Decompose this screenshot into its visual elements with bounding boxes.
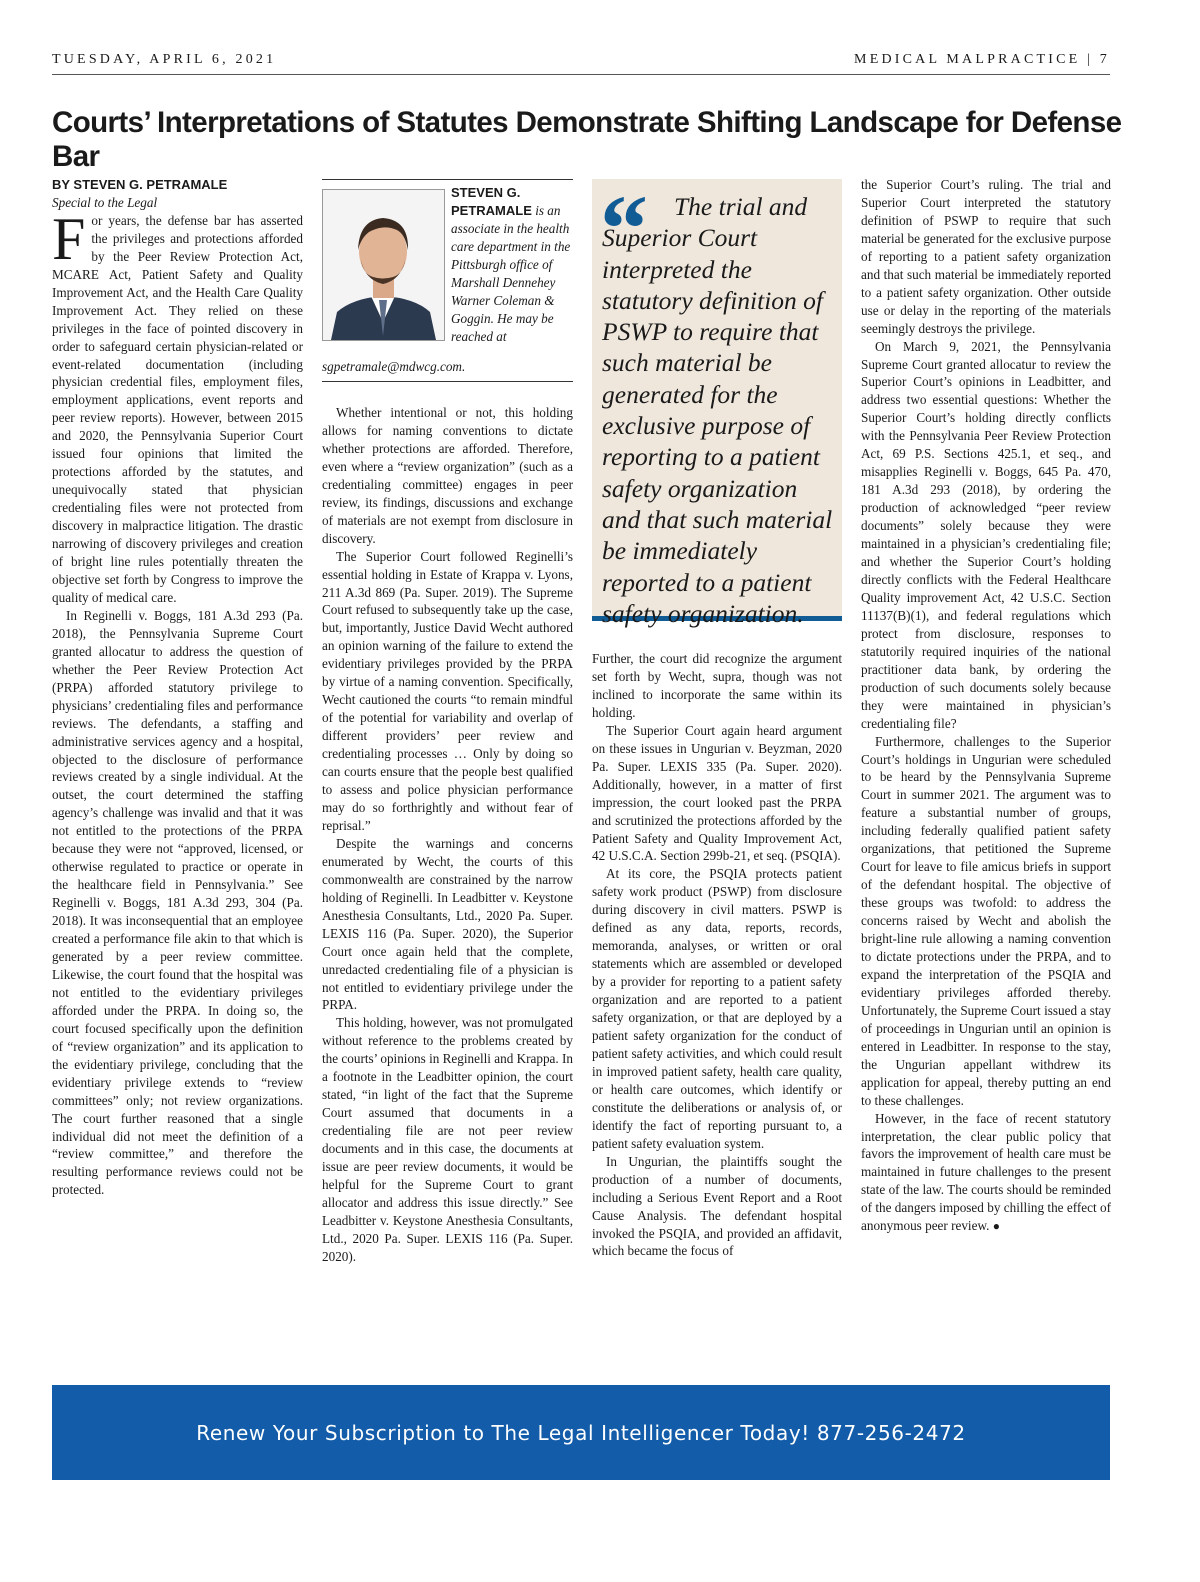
author-name: STEVEN G. PETRAMALE bbox=[451, 185, 532, 218]
article-paragraph: Further, the court did recognize the argument set forth by Wecht, supra, though was not inclined to incorporate the same within its holding. bbox=[592, 651, 842, 720]
author-bio-text bbox=[451, 184, 571, 346]
pull-quote-box bbox=[592, 175, 842, 628]
article-paragraph: The Superior Court again heard argument on these issues in Ungurian v. Beyzman, 2020 Pa. Super. LEXIS 335 (Pa. Super. 2020). Additionally, however, in a matter of first impression, the court looked past the PRPA and scrutinized the protections afforded by the Patient Safety and Quality Improvement Act, 42 U.S.C.A. Section 299b-21, et seq. (PSQIA). bbox=[592, 722, 842, 864]
paragraph-text: or years, the defense bar has asserted the privileges and protections afforded by the Peer Review Protection Act, MCARE Act, Patient Safety and Quality Improvement Act, and the Health Care Quality Improvement Act. They relied on these privileges in the face of pointed discovery in order to safeguard certain physician-related or event-related documentation (including physician credential files, employment files, employment applications, event reports and peer review reports). However, between 2015 and 2020, the Pennsylvania Superior Court issued four opinions that limited the protections afforded by the statutes, and unequivocally stated that physician credentialing files were not protected from discovery in malpractice litigation. The drastic narrowing of discovery privileges and creation of bright line rules potentially threaten the objective set forth by Congress to improve the quality of medical care. bbox=[52, 212, 303, 605]
article-column-1 bbox=[52, 176, 303, 1199]
article-paragraph: Despite the warnings and concerns enumerated by Wecht, the courts of this commonwealth are constrained by the narrow holding of Reginelli. In Leadbitter v. Keystone Anesthesia Consultants, Ltd., 2020 Pa. Super. LEXIS 116 (Pa. Super. 2020), the Superior Court once again held that the complete, unredacted credentialing file of a physician is not entitled to evidentiary privilege under the PRPA. bbox=[322, 835, 573, 1013]
article-paragraph: On March 9, 2021, the Pennsylvania Supreme Court granted allocatur to review the Superior Court’s opinions in Leadbitter, and address two essential questions: Whether the Superior Court’s holding directly conflicts with the Pennsylvania Peer Review Protection Act, 69 P.S. Sections 425.1, et seq., and misapplies Reginelli v. Boggs, 645 Pa. 470, 181 A.3d 293 (2018), by ordering the production of acknowledged “peer review documents” solely because they were maintained in a physician’s credentialing file; and whether the Superior Court’s holding directly conflicts with the Federal Healthcare Quality improvement Act, 42 U.S.C. Section 11137(B)(1), and federal regulations which protect from disclosure, responses to statutorily required inquiries of the national practitioner data bank, by ordering the production of such documents solely because they were maintained in physician’s credentialing file? bbox=[861, 338, 1111, 731]
paragraph-text: However, in the face of recent statutory interpretation, the clear public policy that favors the improvement of health care must be maintained in future challenges to the present state of the law. The courts should be reminded of the dangers imposed by chilling the effect of anonymous peer review. bbox=[861, 1110, 1111, 1234]
subscription-banner[interactable] bbox=[52, 1385, 1110, 1480]
article-headline: Courts’ Interpretations of Statutes Demonstrate Shifting Landscape for Defense Bar bbox=[52, 106, 1122, 173]
article-paragraph bbox=[861, 1110, 1111, 1237]
byline: BY STEVEN G. PETRAMALE bbox=[52, 177, 228, 192]
section-page: MEDICAL MALPRACTICE | 7 bbox=[854, 52, 1110, 67]
running-header bbox=[52, 52, 1110, 75]
article-paragraph: This holding, however, was not promulgated without reference to the problems created by the courts’ opinions in Reginelli and Krappa. In a footnote in the Leadbitter opinion, the court stated, “in light of the fact that the Supreme Court assumed that documents in a credentialing file are not peer review documents and in this case, the documents at issue are peer review documents, it would be helpful for the Supreme Court to grant allocator and address this issue directly.” See Leadbitter v. Keystone Anesthesia Consultants, Ltd., 2020 Pa. Super. LEXIS 116 (Pa. Super. 2020). bbox=[322, 1015, 573, 1264]
author-portrait-icon bbox=[323, 190, 444, 340]
banner-text: Renew Your Subscription to The Legal Intelligencer Today! 877-256-2472 bbox=[196, 1420, 966, 1445]
issue-date: TUESDAY, APRIL 6, 2021 bbox=[52, 52, 277, 67]
article-column-3 bbox=[592, 650, 842, 1260]
article-paragraph: the Superior Court’s ruling. The trial and Superior Court interpreted the statutory definition of PSWP to require that such material be generated for the exclusive purpose of reporting to a patient safety organization and that such material be immediately reported to a patient safety organization. Other outside use or delay in the reporting of the materials seemingly destroys the privilege. bbox=[861, 177, 1111, 336]
author-role: is an associate in the health care department in the Pittsburgh office of Marshall Dennehey Warner Coleman & Goggin. He may be reached at bbox=[451, 202, 571, 344]
author-bio-box bbox=[322, 179, 573, 382]
article-column-2 bbox=[322, 404, 573, 1266]
article-paragraph: The Superior Court followed Reginelli’s essential holding in Estate of Krappa v. Lyons, 211 A.3d 869 (Pa. Super. 2019). The Supreme Court refused to subsequently take up the case, but, importantly, Justice David Wecht authored an opinion warning of the failure to extend the evidentiary privileges provided by the PRPA by virtue of a naming convention. Specifically, Wecht cautioned the courts “to remain mindful of the potential for variability and overlap of different providers’ peer review and credentialing processes … Only by doing so can courts ensure that the people best qualified to assess and police physician performance may do so forthrightly and without fear of reprisal.” bbox=[322, 548, 573, 833]
article-paragraph: In Reginelli v. Boggs, 181 A.3d 293 (Pa. 2018), the Pennsylvania Supreme Court granted allocatur to address the question of whether the Peer Review Protection Act (PRPA) afforded statutory privilege to physicians’ credentialing files and performance reviews. The defendants, a staffing and administrative services agency and a hospital, objected to the disclosure of performance reviews created by a single individual. At the outset, the court determined the staffing agency’s challenge was invalid and that it was not entitled to the protections of the PRPA because they were not “approved, licensed, or otherwise regulated to practice or operate in the healthcare field in Pennsylvania.” See Reginelli v. Boggs, 181 A.3d 293, 304 (Pa. 2018). It was inconsequential that an employee created a performance file akin to that which is generated by a peer review committee. Likewise, the court found that the hospital was not entitled to the evidentiary privileges afforded under the PRPA. In doing so, the court focused specifically upon the definition of “review organization” and its application to the evidentiary privilege, concluding that the evidentiary privilege extends to “review committees” only; not review organizations. The court further reasoned that a single individual did not meet the definition of a “review committee,” and therefore the resulting performance reviews could not be protected. bbox=[52, 607, 303, 1198]
pull-quote-text: The trial and Superior Court interpreted the statutory definition of PSWP to require that such material be generated for the exclusive purpose of reporting to a patient safety organization and that such material be immediately reported to a patient safety organization. bbox=[602, 192, 833, 628]
article-column-4 bbox=[861, 176, 1111, 1236]
article-paragraph: Whether intentional or not, this holding allows for naming conventions to dictate whether protections are afforded. Therefore, even where a “review organization” (such as a credentialing committee) engages in peer review, its findings, discussions and exchange of materials are not exempt from disclosure in discovery. bbox=[322, 405, 573, 546]
article-paragraph bbox=[52, 205, 303, 607]
article-paragraph: At its core, the PSQIA protects patient safety work product (PSWP) from disclosure during discovery in civil matters. PSWP is defined as any data, reports, records, memoranda, analyses, or written or oral statements which are assembled or developed by a provider for reporting to a patient safety organization and are reported to a patient safety organization, or that are deployed by a patient safety organization for the conduct of patient safety activities, and which could result in improved patient safety, health care quality, or health care outcomes, which identify or constitute the deliberations or analysis of, or identify the fact of reporting pursuant to, a patient safety evaluation system. bbox=[592, 866, 842, 1151]
author-photo bbox=[322, 189, 445, 341]
drop-cap: F bbox=[52, 205, 86, 272]
author-email: sgpetramale@mdwcg.com. bbox=[322, 359, 466, 374]
quote-mark-icon: “ bbox=[600, 175, 648, 282]
byline-sub: Special to the Legal bbox=[52, 194, 158, 210]
end-mark-icon: ● bbox=[992, 1219, 1000, 1234]
article-paragraph: In Ungurian, the plaintiffs sought the production of a number of documents, including a Serious Event Report and a Root Cause Analysis. The defendant hospital invoked the PSQIA, and provided an affidavit, which became the focus of bbox=[592, 1153, 842, 1259]
article-paragraph: Furthermore, challenges to the Superior Court’s holdings in Ungurian were scheduled to be heard by the Pennsylvania Supreme Court in summer 2021. The argument was to feature a substantial number of groups, including federally qualified patient safety organizations, that petitioned the Supreme Court for leave to file amicus briefs in support of the defendant hospital. The objective of these groups was twofold: to address the concerns raised by Wecht and abolish the bright-line rule allowing a naming convention to dictate protections under the PRPA, and to expand the interpretation of the PSQIA and evidentiary privileges afforded thereby. Unfortunately, the Supreme Court issued a stay of proceedings in Ungurian until an opinion is entered in Leadbitter. In response to the stay, the Ungurian appellant withdrew its application for appeal, thereby putting an end to these challenges. bbox=[861, 733, 1111, 1108]
